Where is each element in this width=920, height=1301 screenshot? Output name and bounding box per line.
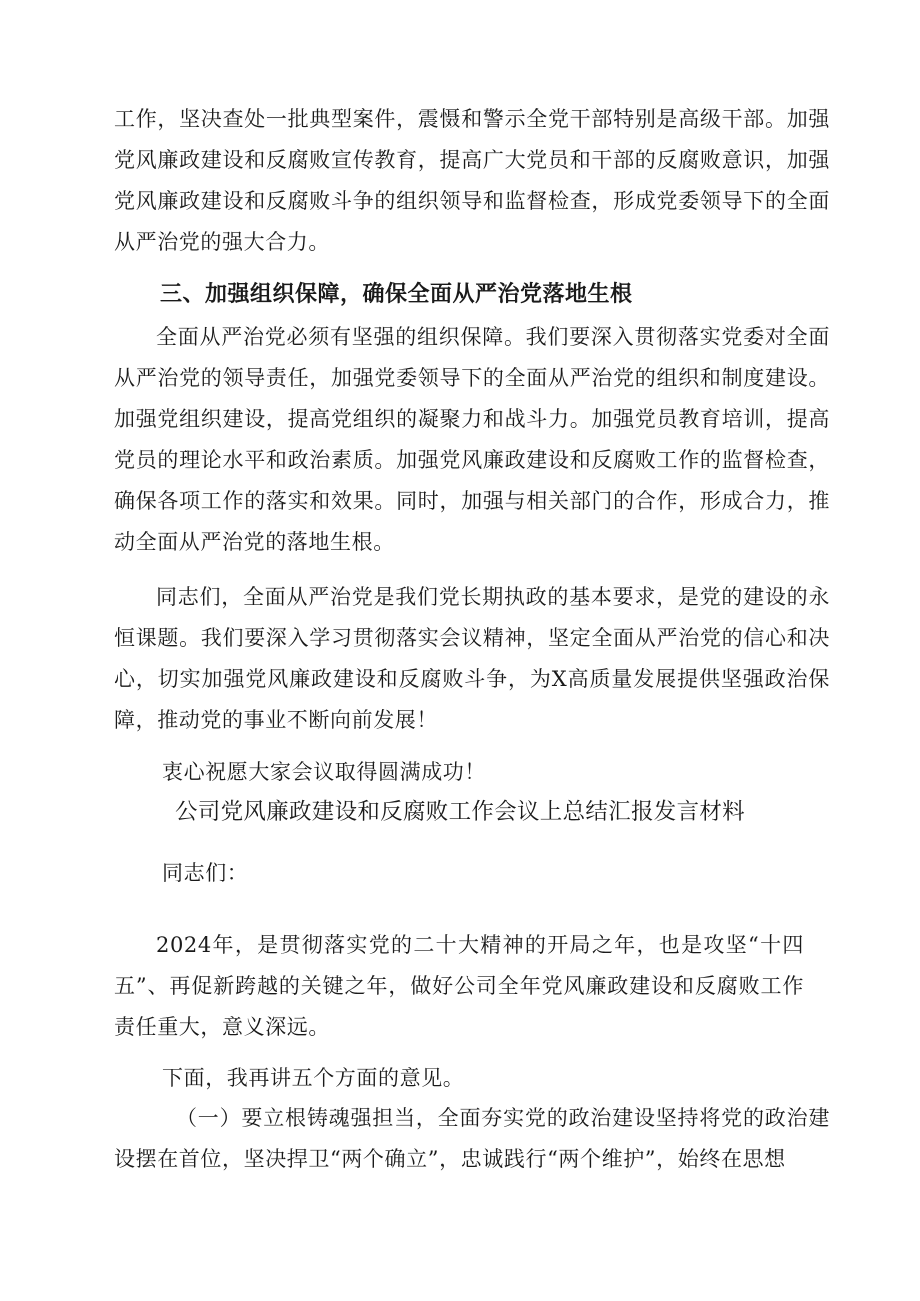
- closing-wish: 衷心祝愿大家会议取得圆满成功！: [162, 760, 486, 784]
- closing-paragraph: 同志们，全面从严治党是我们党长期执政的基本要求，是党的建设的永恒课题。我们要深入学习贯彻落实会议精神，坚定全面从严治党的信心和决心，切实加强党风廉政建设和反腐败斗争，为X高质量发展提供坚强政治保障，推动党的事业不断向前发展！: [114, 585, 830, 732]
- document-title: 公司党风廉政建设和反腐败工作会议上总结汇报发言材料: [174, 799, 745, 825]
- section-heading-3: 三、加强组织保障，确保全面从严治党落地生根: [160, 282, 633, 307]
- section-3-paragraph: 全面从严治党必须有坚强的组织保障。我们要深入贯彻落实党委对全面从严治党的领导责任，加强党委领导下的全面从严治党的组织和制度建设。加强党组织建设，提高党组织的凝聚力和战斗力。加强党员教育培训，提高党员的理论水平和政治素质。加强党风廉政建设和反腐败工作的监督检查，确保各项工作的落实和效果。同时，加强与相关部门的合作，形成合力，推动全面从严治党的落地生根。: [114, 325, 830, 554]
- salutation: 同志们：: [162, 861, 249, 885]
- continued-paragraph: 工作，坚决查处一批典型案件，震慑和警示全党干部特别是高级干部。加强党风廉政建设和反腐败宣传教育，提高广大党员和干部的反腐败意识，加强党风廉政建设和反腐败斗争的组织领导和监督检查，形成党委领导下的全面从严治党的强大合力。: [114, 107, 830, 254]
- point-1-paragraph: （一）要立根铸魂强担当，全面夯实党的政治建设坚持将党的政治建设摆在首位，坚决捍卫“两个确立”，忠诚践行“两个维护”，始终在思想: [114, 1106, 830, 1171]
- transition-sentence: 下面，我再讲五个方面的意见。: [162, 1066, 465, 1090]
- intro-paragraph: 2024年，是贯彻落实党的二十大精神的开局之年，也是攻坚“十四五”、再促新跨越的关键之年，做好公司全年党风廉政建设和反腐败工作责任重大，意义深远。: [114, 933, 804, 1039]
